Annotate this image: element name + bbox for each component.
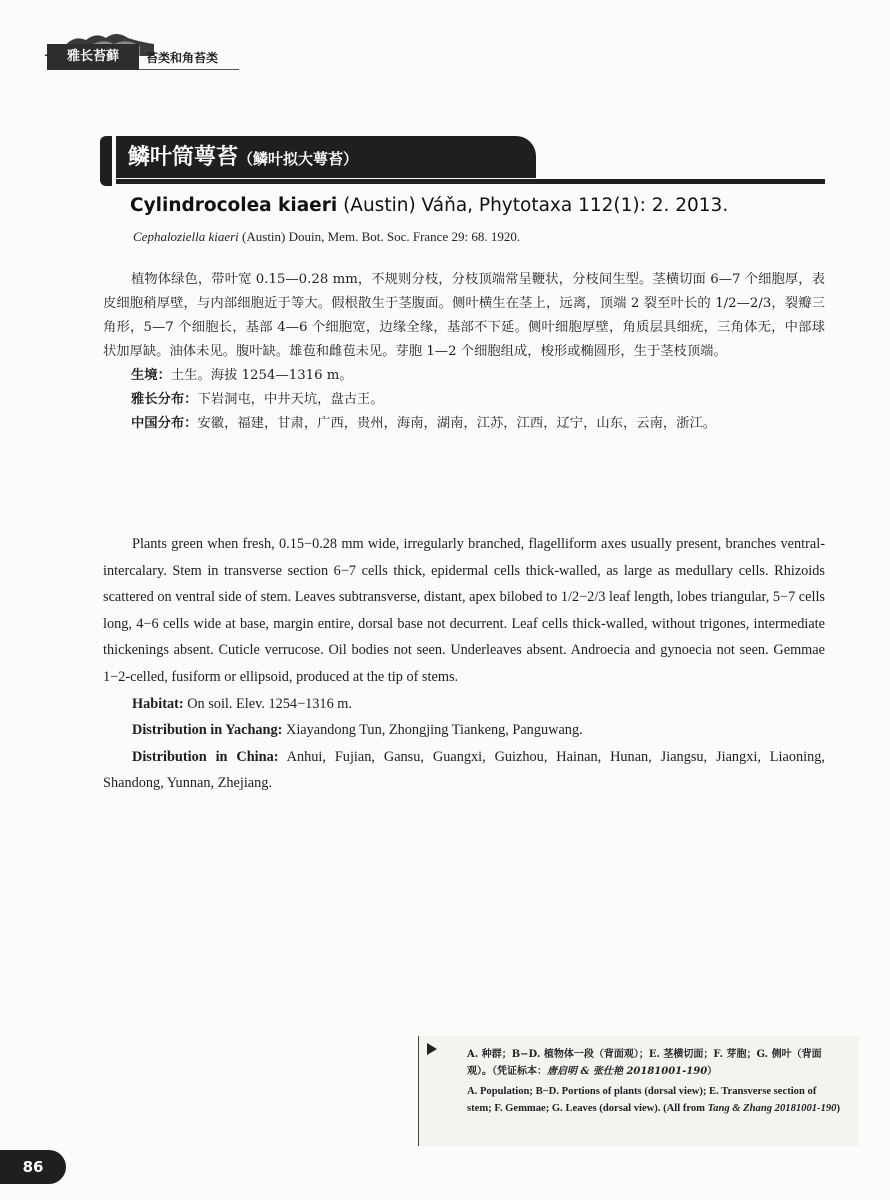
sci-name-bold: Cylindrocolea kiaeri xyxy=(130,195,338,216)
en-habitat-value: On soil. Elev. 1254−1316 m. xyxy=(183,695,352,712)
cn-alt-name: （鳞叶拟大萼苔） xyxy=(238,150,359,168)
caption-cn-main: A. 种群；B−D. 植物体一段（背面观）；E. 茎横切面；F. 芽胞；G. 侧叶（背面观）。（凭证标本： xyxy=(467,1049,822,1077)
header-rule xyxy=(139,69,239,70)
cn-habitat-label: 生境： xyxy=(131,368,171,383)
species-title-block xyxy=(100,136,825,186)
cn-description-paragraph: 植物体绿色，带叶宽 0.15—0.28 mm，不规则分枝，分枝顶端常呈鞭状，分枝间生型。茎横切面 6—7 个细胞厚，表皮细胞稍厚壁，与内部细胞近于等大。假根散生于茎腹面。侧叶横生在茎上，远离，顶端 2 裂至叶长的 1/2—2/3，裂瓣三角形，5—7 个细胞长，基部 4—6 个细胞宽，边缘全缘，基部不下延。侧叶细胞厚壁，角质层具细疣，三角体无，中部球状加厚缺。油体未见。腹叶缺。雄苞和雌苞未见。芽胞 1—2 个细胞组成，梭形或椭圆形，生于茎枝顶端。 xyxy=(103,272,825,359)
running-header xyxy=(44,26,240,70)
sci-authority: (Austin) Váňa, Phytotaxa 112(1): 2. 2013. xyxy=(337,195,729,216)
caption-cn-voucher: 唐启明 & 张仕艳 20181001-190 xyxy=(547,1066,708,1077)
cn-china-value: 安徽，福建，甘肃，广西，贵州，海南，湖南，江苏，江西，辽宁，山东，云南，浙江。 xyxy=(197,416,717,431)
en-china xyxy=(103,744,825,797)
cn-yachang-label: 雅长分布： xyxy=(131,392,198,407)
section-title: 苔类和角苔类 xyxy=(146,51,219,65)
caption-en-main: A. Population; B−D. Portions of plants (dorsal view); E. Transverse section of stem; F. Gemmae; G. Leaves (dorsal view). (All from xyxy=(467,1086,817,1114)
cn-china-label: 中国分布： xyxy=(131,416,198,431)
caption-en-voucher: Tang & Zhang 20181001-190 xyxy=(707,1102,837,1114)
cn-yachang xyxy=(103,388,825,412)
en-china-label: Distribution in China: xyxy=(132,748,279,765)
en-habitat-label: Habitat: xyxy=(132,695,184,712)
caption-cn-end: ） xyxy=(707,1066,718,1077)
en-habitat xyxy=(103,691,825,718)
caption-english xyxy=(467,1084,843,1117)
english-description xyxy=(103,531,825,797)
en-yachang-value: Xiayandong Tun, Zhongjing Tiankeng, Panguwang. xyxy=(282,722,583,739)
species-chinese-name xyxy=(128,140,358,176)
en-yachang-label: Distribution in Yachang: xyxy=(132,722,283,739)
page-number: 86 xyxy=(0,1150,66,1184)
en-yachang xyxy=(103,717,825,744)
scientific-name xyxy=(130,195,728,216)
synonym-name: Cephaloziella kiaeri xyxy=(133,229,239,244)
title-side-bar xyxy=(100,136,112,186)
chinese-description xyxy=(103,268,825,436)
caption-chinese xyxy=(467,1046,843,1080)
cn-habitat-value: 土生。海拔 1254—1316 m。 xyxy=(170,368,353,383)
cn-habitat xyxy=(103,364,825,388)
synonym-authority: (Austin) Douin, Mem. Bot. Soc. France 29: 68. 1920. xyxy=(238,229,521,244)
book-title: 雅长苔藓 xyxy=(47,44,139,70)
en-description-paragraph: Plants green when fresh, 0.15−0.28 mm wide, irregularly branched, flagelliform axes usually present, branches ventral-intercalary. Stem in transverse section 6−7 cells thick, epidermal cells thick-walled, as large as medullary cells. Rhizoids scattered on ventral side of stem. Leaves subtransverse, distant, apex bilobed to 1/2−2/3 leaf length, lobes triangular, 5−7 cells long, 4−6 cells wide at base, margin entire, dorsal base not decurrent. Leaf cells thick-walled, without trigones, intermediate thickenings absent. Cuticle verrucose. Oil bodies not seen. Underleaves absent. Androecia and gynoecia not seen. Gemmae 1−2-celled, fusiform or ellipsoid, produced at the tip of stems. xyxy=(103,536,825,685)
cn-china xyxy=(103,412,825,436)
title-rule xyxy=(116,179,825,184)
caption-en-end: ) xyxy=(836,1102,840,1114)
arrow-right-icon xyxy=(427,1043,437,1055)
cn-name: 鳞叶筒萼苔 xyxy=(128,144,239,170)
synonym xyxy=(133,229,520,245)
en-china-value: Anhui, Fujian, Gansu, Guangxi, Guizhou, Hainan, Hunan, Jiangsu, Jiangxi, Liaoning, Shandong, Yunnan, Zhejiang. xyxy=(103,748,825,792)
cn-yachang-value: 下岩洞屯，中井天坑，盘古王。 xyxy=(197,392,384,407)
